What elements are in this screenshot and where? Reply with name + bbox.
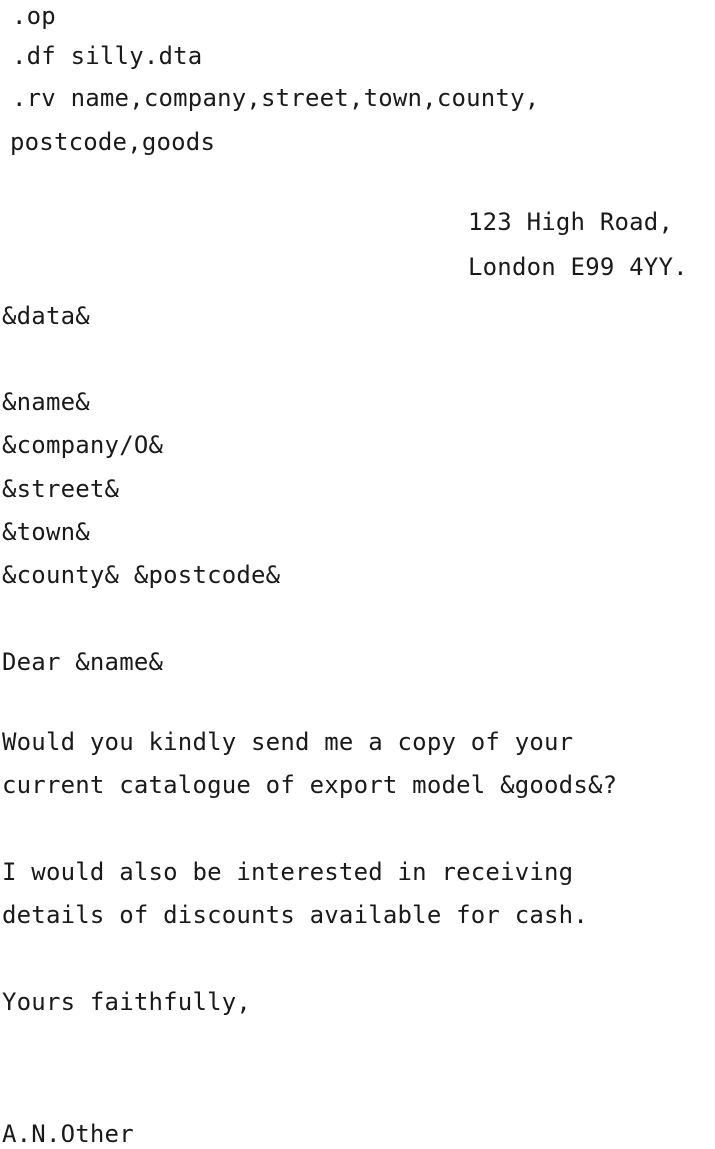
- sender-address-line-1: 123 High Road,: [468, 208, 674, 236]
- paragraph-2-line-1: I would also be interested in receiving: [2, 858, 574, 886]
- sender-address-line-2: London E99 4YY.: [468, 253, 688, 281]
- recipient-name-field: &name&: [2, 388, 90, 416]
- recipient-street-field: &street&: [2, 475, 120, 503]
- paragraph-2-line-2: details of discounts available for cash.: [2, 901, 588, 929]
- recipient-company-field: &company/O&: [2, 431, 164, 459]
- recipient-county-postcode-field: &county& &postcode&: [2, 561, 281, 589]
- dot-command-op: .op: [12, 2, 56, 30]
- signature: A.N.Other: [2, 1120, 134, 1148]
- recipient-town-field: &town&: [2, 518, 90, 546]
- salutation: Dear &name&: [2, 648, 164, 676]
- paragraph-1-line-2: current catalogue of export model &goods&?: [2, 771, 618, 799]
- closing: Yours faithfully,: [2, 988, 252, 1016]
- data-marker: &data&: [2, 302, 90, 330]
- dot-command-rv-continued: postcode,goods: [10, 128, 216, 156]
- paragraph-1-line-1: Would you kindly send me a copy of your: [2, 728, 574, 756]
- dot-command-df: .df silly.dta: [12, 42, 203, 70]
- dot-command-rv: .rv name,company,street,town,county,: [12, 84, 540, 112]
